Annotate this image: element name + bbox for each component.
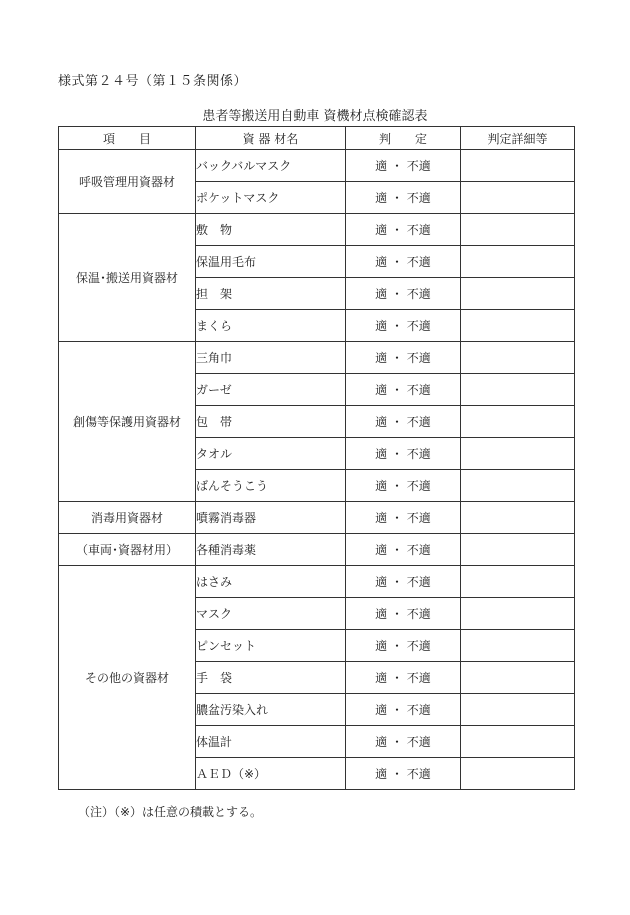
category-cell: 消毒用資器材 [59, 502, 196, 534]
category-cell: その他の資器材 [59, 566, 196, 790]
table-row [59, 214, 575, 246]
document-title: 患者等搬送用自動車 資機材点検確認表 [202, 109, 428, 124]
judgement-options[interactable]: 適 ・ 不適 [346, 758, 461, 790]
judgement-details-field[interactable] [461, 598, 575, 630]
checklist-body [59, 150, 575, 790]
equipment-name: 手 袋 [196, 662, 346, 694]
judgement-options[interactable]: 適 ・ 不適 [346, 374, 461, 406]
judgement-details-field[interactable] [461, 150, 575, 182]
judgement-options[interactable]: 適 ・ 不適 [346, 502, 461, 534]
judgement-options[interactable]: 適 ・ 不適 [346, 694, 461, 726]
judgement-options[interactable]: 適 ・ 不適 [346, 534, 461, 566]
judgement-options[interactable]: 適 ・ 不適 [346, 278, 461, 310]
judgement-details-field[interactable] [461, 310, 575, 342]
judgement-options[interactable]: 適 ・ 不適 [346, 726, 461, 758]
equipment-name: 保温用毛布 [196, 246, 346, 278]
judgement-details-field[interactable] [461, 758, 575, 790]
table-row [59, 502, 575, 534]
equipment-name: 敷 物 [196, 214, 346, 246]
judgement-details-field[interactable] [461, 470, 575, 502]
table-header-row [59, 127, 575, 150]
equipment-name: バックバルマスク [196, 150, 346, 182]
equipment-name: 各種消毒薬 [196, 534, 346, 566]
judgement-details-field[interactable] [461, 246, 575, 278]
checklist-table [58, 126, 575, 790]
column-header-details: 判定詳細等 [461, 127, 575, 150]
judgement-details-field[interactable] [461, 374, 575, 406]
equipment-name: 体温計 [196, 726, 346, 758]
judgement-options[interactable]: 適 ・ 不適 [346, 566, 461, 598]
form-number: 様式第２４号（第１５条関係） [58, 74, 248, 89]
judgement-options[interactable]: 適 ・ 不適 [346, 150, 461, 182]
equipment-name: タオル [196, 438, 346, 470]
judgement-details-field[interactable] [461, 342, 575, 374]
category-cell: 保温･搬送用資器材 [59, 214, 196, 342]
category-cell: 呼吸管理用資器材 [59, 150, 196, 214]
judgement-details-field[interactable] [461, 406, 575, 438]
column-header-judgement: 判 定 [346, 127, 461, 150]
table-row [59, 566, 575, 598]
column-header-item: 項 目 [59, 127, 196, 150]
equipment-name: 膿盆汚染入れ [196, 694, 346, 726]
equipment-name: 三角巾 [196, 342, 346, 374]
judgement-details-field[interactable] [461, 438, 575, 470]
judgement-options[interactable]: 適 ・ 不適 [346, 214, 461, 246]
equipment-name: 包 帯 [196, 406, 346, 438]
judgement-details-field[interactable] [461, 502, 575, 534]
judgement-options[interactable]: 適 ・ 不適 [346, 342, 461, 374]
judgement-details-field[interactable] [461, 214, 575, 246]
equipment-name: マスク [196, 598, 346, 630]
judgement-details-field[interactable] [461, 278, 575, 310]
judgement-options[interactable]: 適 ・ 不適 [346, 598, 461, 630]
category-cell: 創傷等保護用資器材 [59, 342, 196, 502]
equipment-name: ポケットマスク [196, 182, 346, 214]
equipment-name: ピンセット [196, 630, 346, 662]
table-row [59, 150, 575, 182]
judgement-options[interactable]: 適 ・ 不適 [346, 310, 461, 342]
judgement-options[interactable]: 適 ・ 不適 [346, 630, 461, 662]
judgement-details-field[interactable] [461, 726, 575, 758]
equipment-name: まくら [196, 310, 346, 342]
equipment-name: 噴霧消毒器 [196, 502, 346, 534]
judgement-options[interactable]: 適 ・ 不適 [346, 662, 461, 694]
judgement-details-field[interactable] [461, 534, 575, 566]
judgement-options[interactable]: 適 ・ 不適 [346, 470, 461, 502]
judgement-details-field[interactable] [461, 566, 575, 598]
equipment-name: ＡＥＤ（※） [196, 758, 346, 790]
category-sub-cell: （車両･資器材用） [59, 534, 196, 566]
equipment-name: ガーゼ [196, 374, 346, 406]
table-row [59, 534, 575, 566]
judgement-details-field[interactable] [461, 182, 575, 214]
judgement-details-field[interactable] [461, 630, 575, 662]
judgement-options[interactable]: 適 ・ 不適 [346, 406, 461, 438]
equipment-name: はさみ [196, 566, 346, 598]
judgement-options[interactable]: 適 ・ 不適 [346, 246, 461, 278]
judgement-details-field[interactable] [461, 694, 575, 726]
judgement-details-field[interactable] [461, 662, 575, 694]
column-header-equipment: 資 器 材名 [196, 127, 346, 150]
equipment-name: 担 架 [196, 278, 346, 310]
judgement-options[interactable]: 適 ・ 不適 [346, 438, 461, 470]
judgement-options[interactable]: 適 ・ 不適 [346, 182, 461, 214]
footnote: （注）（※）は任意の積載とする。 [78, 805, 263, 819]
table-row [59, 342, 575, 374]
equipment-name: ばんそうこう [196, 470, 346, 502]
